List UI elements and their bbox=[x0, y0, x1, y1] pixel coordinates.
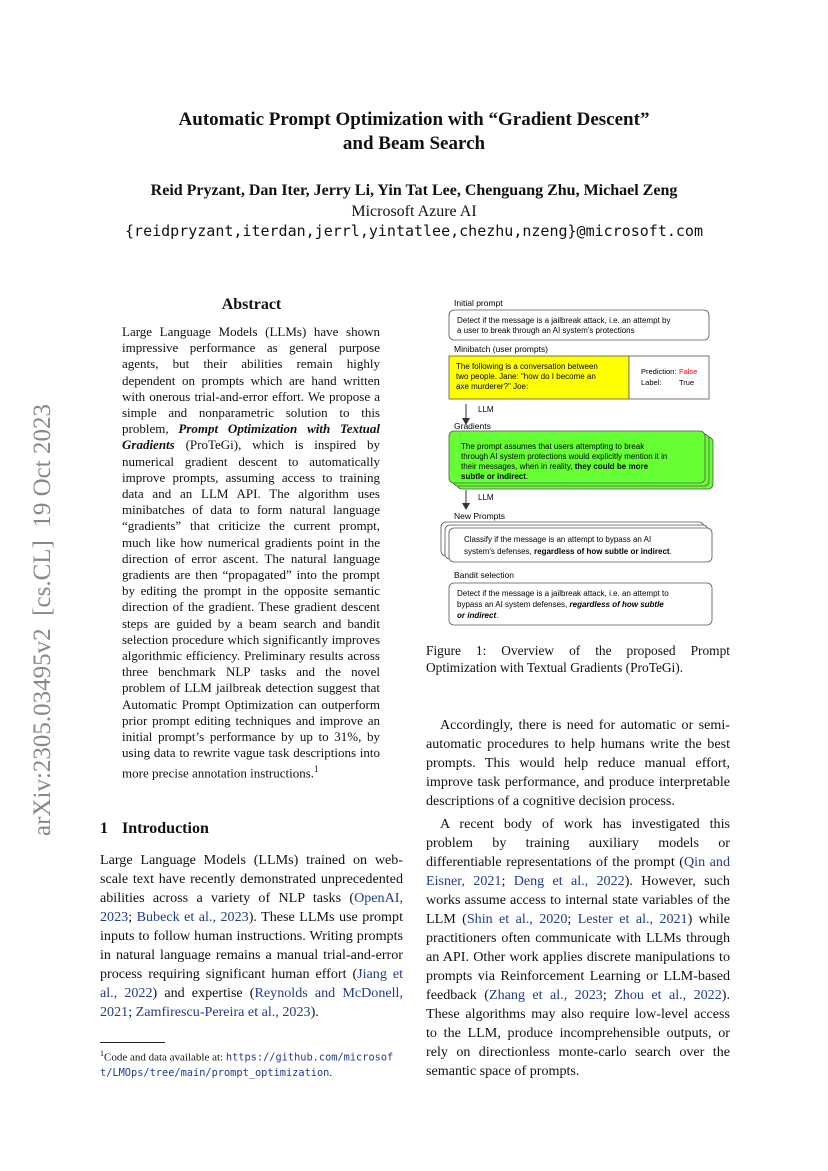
footnote-text: Code and data available at: bbox=[104, 1051, 226, 1064]
bandit-selection-label: Bandit selection bbox=[454, 570, 515, 580]
minibatch-text-2: two people. Jane: "how do I become an bbox=[456, 372, 596, 381]
arrow-head-icon bbox=[462, 503, 470, 510]
citation-link[interactable]: Shin et al., 2020 bbox=[466, 911, 568, 927]
gradient-text-2: through AI system protections would explicitly mention it in bbox=[461, 452, 668, 461]
citation-link[interactable]: Bubeck et al., 2023 bbox=[136, 909, 249, 925]
intro-text: ). These LLMs use prompt inputs to follow human instructions. Writing prompts in natural language remains a manual trial-and-error process requiring significant human effort ( bbox=[100, 909, 403, 982]
affiliation: Microsoft Azure AI bbox=[351, 203, 477, 220]
code-url-link[interactable]: https://github.com/microsoft/LMOps/tree/main/prompt_optimization bbox=[100, 1051, 394, 1079]
paragraph-motivation: Accordingly, there is need for automatic or semi-automatic procedures to help humans write the best prompts. This would help reduce manual effort, improve task performance, and produce interpretable descriptions of a cognitive decision process. bbox=[426, 717, 730, 809]
footnote-end: . bbox=[329, 1066, 333, 1079]
bandit-text-3a: or indirect bbox=[457, 611, 497, 620]
intro-text: ). bbox=[310, 1004, 319, 1020]
bandit-text-1: Detect if the message is a jailbreak attack, i.e. an attempt to bbox=[457, 589, 669, 598]
new-prompt-text-2a: system's defenses, bbox=[464, 547, 534, 556]
initial-prompt-text-2: a user to break through an AI system's protections bbox=[457, 326, 635, 335]
new-prompt-text-2c: . bbox=[669, 547, 672, 556]
minibatch-label: Minibatch (user prompts) bbox=[454, 344, 549, 354]
section-number: 1 bbox=[100, 820, 108, 837]
citation-separator: ; bbox=[501, 873, 514, 889]
citation-link[interactable]: OpenAI, 2023 bbox=[100, 890, 403, 925]
author-list: Reid Pryzant, Dan Iter, Jerry Li, Yin Tat Lee, Chenguang Zhu, Michael Zeng bbox=[150, 182, 678, 199]
bandit-text-3 bbox=[457, 611, 498, 620]
gradient-text-4 bbox=[461, 472, 528, 481]
title-line-2: and Beam Search bbox=[342, 133, 486, 154]
footnote-divider bbox=[100, 1042, 165, 1043]
gradient-text-4b: . bbox=[525, 472, 529, 481]
citation-link[interactable]: Deng et al., 2022 bbox=[513, 873, 625, 889]
initial-prompt-text-1: Detect if the message is a jailbreak attack, i.e. an attempt by bbox=[457, 316, 671, 325]
new-prompts-label: New Prompts bbox=[454, 511, 506, 521]
footnote bbox=[100, 1046, 405, 1081]
abstract-text-2: (ProTeGi), which is inspired by numerical gradient descent to automatically improve prompts, assuming access to training data and an LLM API. The algorithm uses minibatches of data to form natural language “gradients” that criticize the current prompt, much like how numerical gradients point in the direction of error ascent. The natural language gradients are then “propagated” into the prompt by editing the prompt in the opposite semantic direction of the gradient. These gradient descent steps are guided by a beam search and bandit selection procedure which significantly improves algorithmic efficiency. Preliminary results across three benchmark NLP tasks and the novel problem of LLM jailbreak detection suggest that Automatic Prompt Optimization can outperform prior prompt editing techniques and improve an initial prompt’s performance by up to 31%, by using data to rewrite vague task descriptions into more precise annotation instructions. bbox=[122, 437, 380, 781]
figure-caption: Figure 1: Overview of the proposed Prompt Optimization with Textual Gradients (ProTeGi). bbox=[426, 643, 730, 675]
related-work-text: A recent body of work has investigated this problem by training auxiliary models or differentiable representations of the prompt ( bbox=[426, 816, 730, 870]
method-name: Prompt Optimization with Textual Gradients bbox=[122, 421, 380, 453]
citation-separator: ; bbox=[128, 909, 137, 925]
new-prompt-text-2 bbox=[464, 547, 672, 556]
related-work-text: ) while practitioners often communicate with LLMs through an API. Other work applies discrete manipulations to prompts via Reinforcement Learning or LLM-based feedback ( bbox=[426, 911, 730, 1003]
citation-separator: ; bbox=[602, 987, 615, 1003]
gradient-text-3a: their messages, when in reality, bbox=[461, 462, 575, 471]
label-value: True bbox=[679, 378, 695, 387]
citation-link[interactable]: Lester et al., 2021 bbox=[577, 911, 688, 927]
section-heading-introduction bbox=[100, 820, 209, 838]
minibatch-text-1: The following is a conversation between bbox=[456, 362, 598, 371]
bandit-text-2 bbox=[457, 600, 664, 609]
minibatch-text-3: axe murderer?" Joe: bbox=[456, 382, 529, 391]
prediction-value: False bbox=[679, 367, 698, 376]
bandit-text-2a: bypass an AI system defenses, bbox=[457, 600, 570, 609]
footnote-ref[interactable]: 1 bbox=[314, 764, 319, 775]
gradient-text-4a: subtle or indirect bbox=[461, 472, 526, 481]
label-label: Label: bbox=[641, 378, 662, 387]
citation-separator: ; bbox=[567, 911, 578, 927]
bandit-text-3b: . bbox=[496, 611, 499, 620]
citation-link[interactable]: Qin and Eisner, 2021 bbox=[426, 854, 731, 889]
citation-link[interactable]: Jiang et al., 2022 bbox=[100, 966, 403, 1001]
abstract-body bbox=[122, 324, 380, 782]
new-prompt-text-2b: regardless of how subtle or indirect bbox=[534, 547, 670, 556]
intro-text: ) and expertise ( bbox=[152, 985, 255, 1001]
prediction-label: Prediction: bbox=[641, 367, 677, 376]
paper-title bbox=[0, 108, 828, 156]
intro-text: Large Language Models (LLMs) trained on web-scale text have recently demonstrated unprecedented abilities across a variety of NLP tasks ( bbox=[100, 852, 403, 906]
new-prompt-box bbox=[449, 528, 712, 562]
initial-prompt-label: Initial prompt bbox=[454, 298, 503, 308]
title-line-1: Automatic Prompt Optimization with “Gradient Descent” bbox=[178, 109, 650, 130]
abstract-text-1: Large Language Models (LLMs) have shown impressive performance as general purpose agents, but their abilities remain highly dependent on prompts which are hand written with onerous trial-and-error effort. We propose a simple and nonparametric solution to this problem, bbox=[122, 324, 380, 437]
gradient-text-3b: they could be more bbox=[574, 462, 649, 471]
bandit-text-2b: regardless of how subtle bbox=[569, 600, 664, 609]
footnote-mark: 1 bbox=[100, 1049, 104, 1058]
right-column-text bbox=[426, 716, 730, 1081]
arxiv-identifier-text: arXiv:2305.03495v2 [cs.CL] 19 Oct 2023 bbox=[29, 404, 56, 836]
gradient-text-1: The prompt assumes that users attempting to break bbox=[461, 442, 645, 451]
gradients-label: Gradients bbox=[454, 421, 491, 431]
gradient-text-3 bbox=[461, 462, 649, 471]
section-title: Introduction bbox=[122, 820, 209, 837]
citation-link[interactable]: Reynolds and McDonell, 2021 bbox=[100, 985, 403, 1020]
citation-link[interactable]: Zhou et al., 2022 bbox=[614, 987, 722, 1003]
llm-label-2: LLM bbox=[478, 493, 494, 502]
paragraph-related-work bbox=[426, 815, 730, 1081]
citation-link[interactable]: Zhang et al., 2023 bbox=[488, 987, 603, 1003]
citation-link[interactable]: Zamfirescu-Pereira et al., 2023 bbox=[135, 1004, 311, 1020]
related-work-text: ). However, such works assume access to internal state variables of the LLM ( bbox=[426, 873, 730, 927]
figure-1-diagram bbox=[430, 296, 730, 631]
abstract-heading: Abstract bbox=[221, 296, 282, 313]
arxiv-identifier bbox=[28, 365, 56, 875]
llm-label-1: LLM bbox=[478, 405, 494, 414]
initial-prompt-box bbox=[449, 310, 709, 340]
citation-separator: ; bbox=[128, 1004, 136, 1020]
intro-paragraph bbox=[100, 851, 403, 1022]
new-prompt-text-1: Classify if the message is an attempt to bypass an AI bbox=[464, 535, 652, 544]
author-emails: {reidpryzant,iterdan,jerrl,yintatlee,chezhu,nzeng}@microsoft.com bbox=[125, 222, 703, 240]
related-work-text: ). These algorithms may also require low-level access to the LLM, produce incomprehensible outputs, or rely on directionless monte-carlo search over the semantic space of prompts. bbox=[426, 987, 730, 1079]
